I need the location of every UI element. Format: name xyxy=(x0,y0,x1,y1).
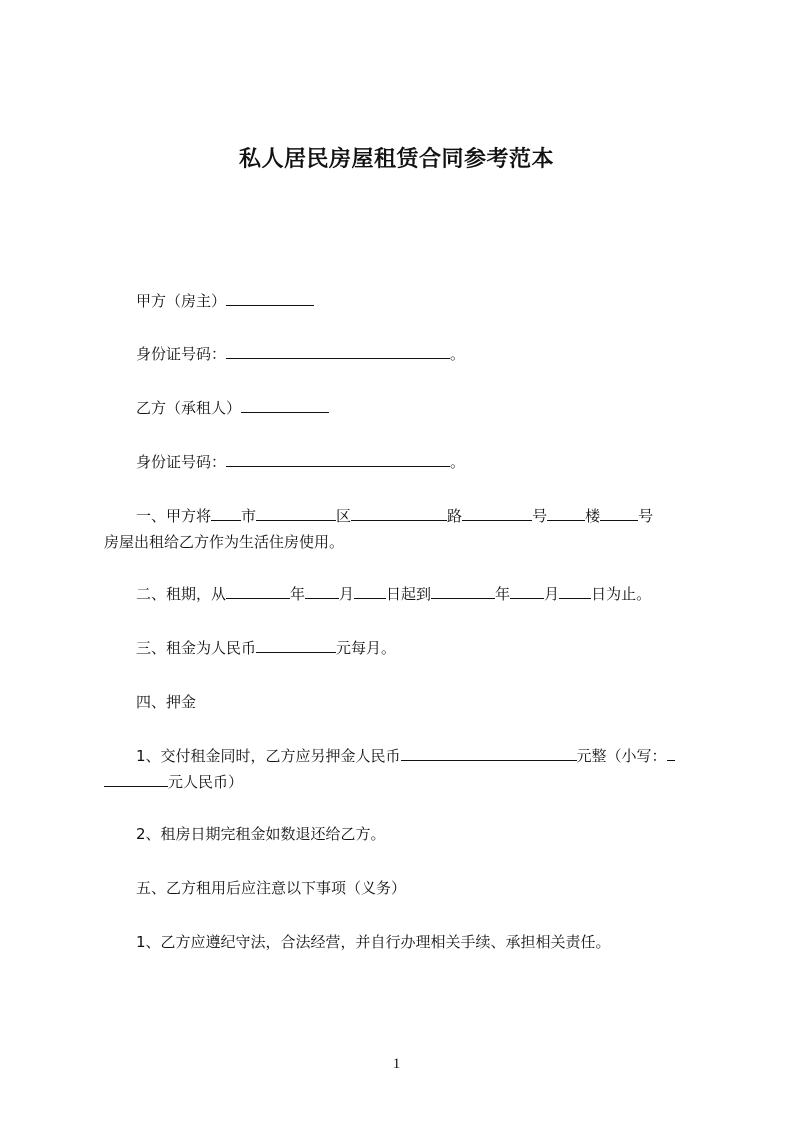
party-b-id-blank[interactable] xyxy=(226,451,450,467)
party-a-id-end: 。 xyxy=(450,345,466,363)
clause-3-prefix: 三、租金为人民币 xyxy=(136,639,257,657)
deposit-suffix: 元人民币） xyxy=(168,773,244,791)
clause-5-item-1: 1、乙方应遵纪守法，合法经营，并自行办理相关手续、承担相关责任。 xyxy=(136,933,611,951)
end-day-blank[interactable] xyxy=(559,583,591,599)
clause-2-year1: 年 xyxy=(290,585,306,603)
party-a-id-blank[interactable] xyxy=(226,343,450,359)
clause-4-item-1-line xyxy=(104,744,704,768)
district-blank[interactable] xyxy=(256,505,336,521)
clause-2-day1: 日起到 xyxy=(386,585,432,603)
clause-3-suffix: 元每月。 xyxy=(336,639,397,657)
party-b-label: 乙方（承租人） xyxy=(136,399,242,417)
end-month-blank[interactable] xyxy=(510,583,544,599)
party-b-line xyxy=(104,396,704,420)
clause-1-prefix: 一、甲方将 xyxy=(136,507,212,525)
deposit-figure-blank-start[interactable] xyxy=(667,745,675,761)
clause-2-line xyxy=(104,582,704,606)
clause-3-line xyxy=(104,636,704,660)
clause-4-heading: 四、押金 xyxy=(136,693,197,711)
clause-1-city: 市 xyxy=(241,507,257,525)
party-a-line xyxy=(104,289,704,313)
clause-1-building: 楼 xyxy=(585,507,601,525)
party-b-name-blank[interactable] xyxy=(241,397,329,413)
number-blank[interactable] xyxy=(462,505,532,521)
road-blank[interactable] xyxy=(351,505,447,521)
document-title: 私人居民房屋租赁合同参考范本 xyxy=(238,147,554,172)
deposit-figure-blank[interactable] xyxy=(104,771,168,787)
clause-5-heading: 五、乙方租用后应注意以下事项（义务） xyxy=(136,879,407,897)
clause-1-line-2: 房屋出租给乙方作为生活住房使用。 xyxy=(104,533,345,551)
unit-blank[interactable] xyxy=(600,505,638,521)
party-a-label: 甲方（房主） xyxy=(136,292,227,310)
start-month-blank[interactable] xyxy=(305,583,339,599)
party-b-id-end: 。 xyxy=(450,453,466,471)
clause-2-day2: 日为止。 xyxy=(591,585,652,603)
city-blank[interactable] xyxy=(211,505,241,521)
clause-1-number2: 号 xyxy=(638,507,654,525)
clause-1-line xyxy=(104,504,704,528)
clause-2-year2: 年 xyxy=(495,585,511,603)
clause-4-item-1-line-2 xyxy=(104,770,704,794)
clause-2-month2: 月 xyxy=(544,585,560,603)
clause-4-item-2: 2、租房日期完租金如数退还给乙方。 xyxy=(136,825,386,843)
clause-1-district: 区 xyxy=(336,507,352,525)
clause-2-month1: 月 xyxy=(339,585,355,603)
page-number: 1 xyxy=(392,1056,401,1072)
rent-amount-blank[interactable] xyxy=(256,637,336,653)
party-b-id-line xyxy=(104,450,704,474)
clause-1-road: 路 xyxy=(447,507,463,525)
deposit-amount-blank[interactable] xyxy=(401,745,577,761)
party-a-id-line xyxy=(104,342,704,366)
party-b-id-label: 身份证号码： xyxy=(136,453,227,471)
deposit-prefix: 1、交付租金同时，乙方应另押金人民币 xyxy=(136,747,401,765)
party-a-name-blank[interactable] xyxy=(226,290,314,306)
building-blank[interactable] xyxy=(547,505,585,521)
deposit-mid: 元整（小写： xyxy=(576,747,667,765)
party-a-id-label: 身份证号码： xyxy=(136,345,227,363)
start-day-blank[interactable] xyxy=(354,583,386,599)
clause-2-prefix: 二、租期，从 xyxy=(136,585,227,603)
start-year-blank[interactable] xyxy=(226,583,290,599)
clause-1-number: 号 xyxy=(532,507,548,525)
end-year-blank[interactable] xyxy=(431,583,495,599)
